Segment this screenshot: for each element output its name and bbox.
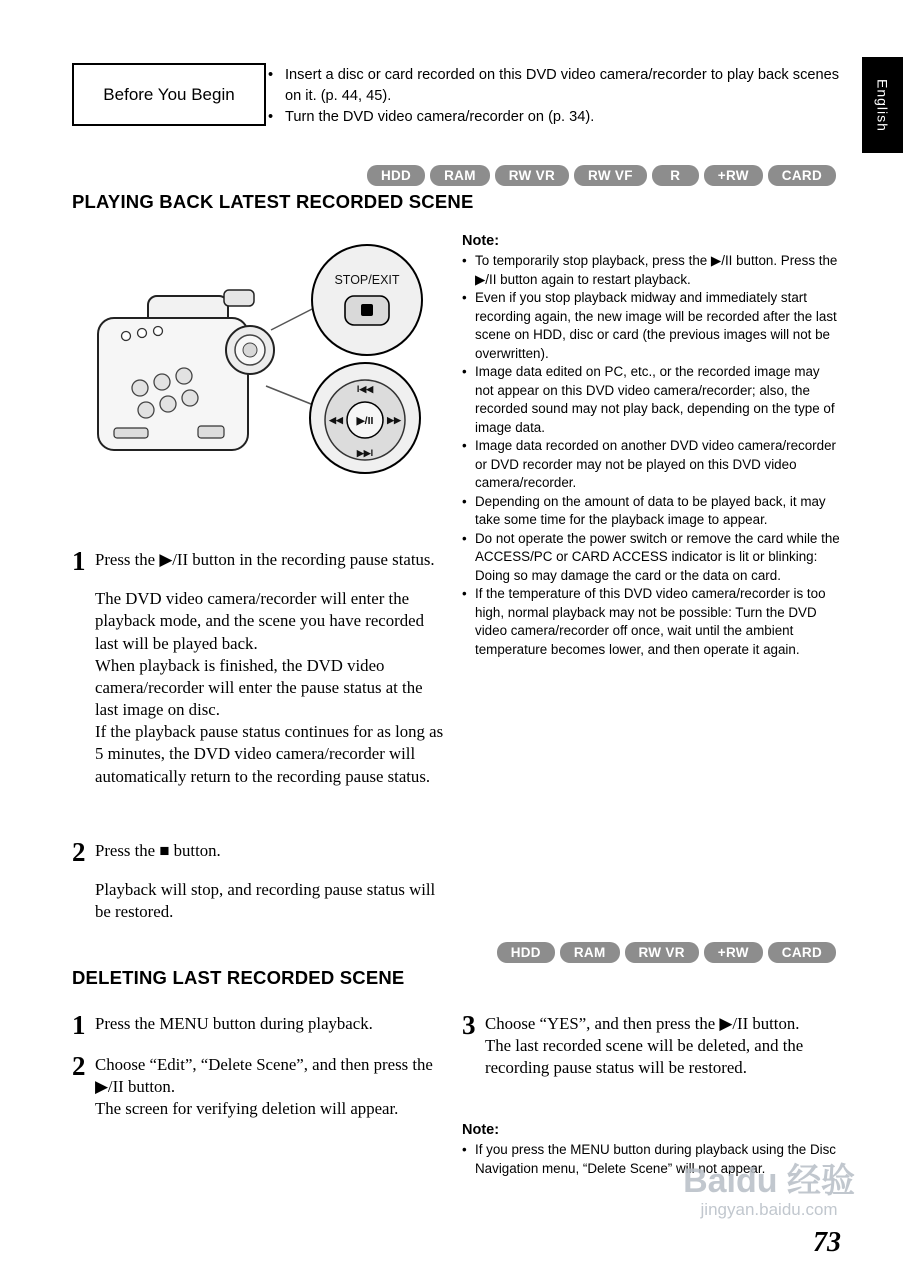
- note-item: [462, 437, 840, 493]
- before-you-begin-box: [72, 63, 266, 126]
- note-item: [462, 585, 840, 659]
- media-badge-card: CARD: [768, 165, 836, 186]
- bullet-icon: •: [462, 1142, 467, 1157]
- note-text: To temporarily stop playback, press the ▶/II button. Press the ▶/II button again to restart playback.: [475, 253, 838, 287]
- note-item: [462, 289, 840, 363]
- before-you-begin-label: Before You Begin: [103, 84, 235, 104]
- watermark-url: jingyan.baidu.com: [700, 1200, 838, 1220]
- note-item: [462, 252, 840, 289]
- note-text: If you press the MENU button during playback using the Disc Navigation menu, “Delete Scene” will not appear.: [475, 1142, 836, 1176]
- step-number: 1: [72, 1010, 86, 1040]
- fast-forward-icon: ▶▶: [387, 415, 401, 425]
- media-badges-row-2: [497, 942, 836, 963]
- camcorder-drawing: [98, 290, 274, 450]
- step-detail: The last recorded scene will be deleted, and the recording pause status will be restored.: [485, 1036, 804, 1078]
- step-number: 2: [72, 837, 86, 867]
- media-badge-plus-rw: +RW: [704, 942, 763, 963]
- rewind-icon: ◀◀: [329, 415, 343, 425]
- skip-forward-icon: ▶▶I: [356, 448, 374, 458]
- media-badge-rw-vr: RW VR: [625, 942, 699, 963]
- bullet-text: Turn the DVD video camera/recorder on (p. 34).: [285, 109, 595, 126]
- bullet-icon: •: [462, 364, 467, 379]
- note-heading: Note:: [462, 1122, 500, 1138]
- step-text: Choose “Edit”, “Delete Scene”, and then press the ▶/II button.: [95, 1055, 433, 1097]
- bullet-icon: •: [462, 586, 467, 601]
- skip-back-icon: I◀◀: [356, 384, 374, 394]
- media-badge-rw-vr: RW VR: [495, 165, 569, 186]
- playback-notes: [462, 233, 840, 659]
- callout-line: [266, 386, 316, 406]
- language-tab-label: English: [874, 78, 891, 132]
- baidu-watermark: [683, 1163, 855, 1220]
- list-item: [268, 107, 840, 128]
- camera-illustration: [78, 238, 438, 530]
- note-text: Depending on the amount of data to be played back, it may take some time for the playback image to appear.: [475, 493, 826, 527]
- play-pause-icon: ▶/II: [356, 415, 374, 427]
- note-heading: Note:: [462, 233, 500, 249]
- step-number: 2: [72, 1051, 86, 1081]
- note-item: [462, 493, 840, 530]
- watermark-title: Baidu 经验: [683, 1162, 855, 1200]
- bullet-text: Insert a disc or card recorded on this DVD video camera/recorder to play back scenes on it. (p. 44, 45).: [285, 67, 840, 105]
- section-title-deleting: DELETING LAST RECORDED SCENE: [72, 967, 405, 988]
- media-badges-row-1: [367, 165, 836, 186]
- step-text: Press the ▶/II button in the recording pause status.: [95, 550, 435, 569]
- before-you-begin-bullets: [268, 65, 840, 128]
- note-text: Do not operate the power switch or remove the card while the ACCESS/PC or CARD ACCESS indicator is lit or blinking: Doing so may damage the card or the data on card.: [475, 530, 840, 583]
- step-detail-text: If the playback pause status continues for as long as 5 minutes, the DVD video camera/recorder will automatically return to the recording pause status.: [95, 722, 444, 786]
- note-text: Image data edited on PC, etc., or the recorded image may not appear on this DVD video camera/recorder; also, the recorded sound may not play back, depending on the type of image data.: [475, 364, 835, 435]
- step-number: 1: [72, 546, 86, 576]
- bullet-icon: •: [462, 253, 467, 268]
- step-text: Press the ■ button.: [95, 841, 221, 860]
- delete-step-2: [72, 1051, 446, 1121]
- stop-exit-label: STOP/EXIT: [334, 273, 400, 287]
- bullet-icon: •: [462, 530, 467, 546]
- bullet-icon: •: [268, 67, 274, 83]
- section-title-playing-back: PLAYING BACK LATEST RECORDED SCENE: [72, 191, 474, 212]
- media-badge-r: R: [652, 165, 699, 186]
- callout-line: [271, 306, 318, 330]
- note-text: If the temperature of this DVD video camera/recorder is too high, normal playback may not be possible: Turn the DVD video camera/recorder off once, wait until the ambient temperature becomes lower, and then operate it again.: [475, 586, 826, 657]
- note-item: [462, 363, 840, 437]
- stop-exit-callout: [312, 245, 422, 355]
- media-badge-hdd: HDD: [497, 942, 555, 963]
- media-badge-ram: RAM: [560, 942, 620, 963]
- list-item: [268, 65, 840, 107]
- media-badge-hdd: HDD: [367, 165, 425, 186]
- bullet-icon: •: [268, 109, 274, 126]
- step-detail: [95, 588, 446, 788]
- media-badge-ram: RAM: [430, 165, 490, 186]
- bullet-icon: •: [462, 290, 467, 305]
- step-text: Press the MENU button during playback.: [95, 1014, 373, 1033]
- step-detail: Playback will stop, and recording pause status will be restored.: [95, 880, 436, 922]
- bullet-icon: •: [462, 438, 467, 453]
- note-item: [462, 530, 840, 586]
- step-detail-text: The DVD video camera/recorder will enter the playback mode, and the scene you have recorded last will be played back.: [95, 589, 424, 653]
- playback-step-2: [72, 837, 446, 924]
- media-badge-plus-rw: +RW: [704, 165, 763, 186]
- step-number: 3: [462, 1010, 476, 1040]
- media-badge-rw-vf: RW VF: [574, 165, 647, 186]
- page-number: 73: [813, 1227, 841, 1258]
- note-text: Even if you stop playback midway and immediately start recording again, the new image will be recorded after the last scene on HDD, disc or card (the previous images will not be overwritten).: [475, 290, 837, 361]
- media-badge-card: CARD: [768, 942, 836, 963]
- stop-icon: [361, 304, 373, 316]
- step-text: Choose “YES”, and then press the ▶/II button.: [485, 1014, 800, 1033]
- language-tab: [862, 57, 903, 153]
- delete-step-1: [72, 1010, 446, 1040]
- step-detail-text: When playback is finished, the DVD video camera/recorder will enter the pause status at the last image on disc.: [95, 655, 423, 720]
- bullet-icon: •: [462, 493, 467, 509]
- note-text: Image data recorded on another DVD video camera/recorder or DVD recorder may not be played on this DVD video camera/recorder.: [475, 438, 836, 490]
- step-detail: The screen for verifying deletion will appear.: [95, 1099, 399, 1119]
- playback-step-1: [72, 546, 446, 788]
- nav-pad-callout: [310, 363, 420, 473]
- delete-step-3: [462, 1010, 844, 1080]
